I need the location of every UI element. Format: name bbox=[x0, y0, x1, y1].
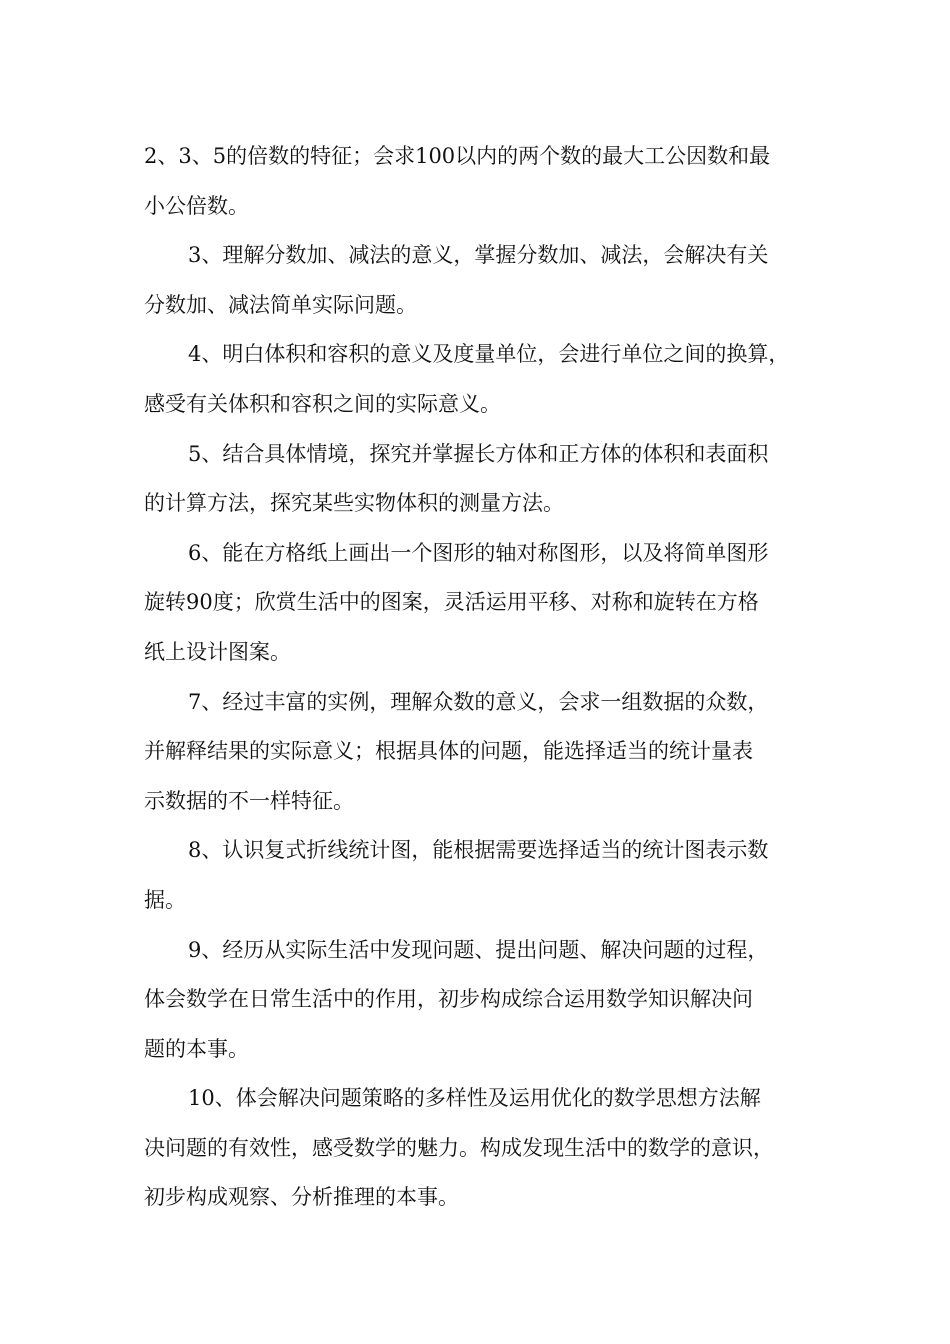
text-line: 10、体会解决问题策略的多样性及运用优化的数学思想方法解 bbox=[188, 1086, 761, 1111]
text-line: 据。 bbox=[144, 887, 186, 912]
text-line: 7、经过丰富的实例，理解众数的意义，会求一组数据的众数， bbox=[188, 689, 769, 714]
text-line: 分数加、减法简单实际问题。 bbox=[144, 292, 417, 317]
text-line: 3、理解分数加、减法的意义，掌握分数加、减法，会解决有关 bbox=[188, 243, 769, 268]
text-line: 8、认识复式折线统计图，能根据需要选择适当的统计图表示数 bbox=[188, 838, 769, 863]
text-line: 2、3、5的倍数的特征；会求100以内的两个数的最大工公因数和最 bbox=[144, 144, 771, 168]
text-line: 体会数学在日常生活中的作用，初步构成综合运用数学知识解决问 bbox=[144, 987, 753, 1012]
text-line: 决问题的有效性，感受数学的魅力。构成发现生活中的数学的意识， bbox=[144, 1135, 774, 1160]
text-line: 初步构成观察、分析推理的本事。 bbox=[144, 1185, 459, 1210]
text-line: 旋转90度；欣赏生活中的图案，灵活运用平移、对称和旋转在方格 bbox=[144, 590, 759, 615]
text-line: 题的本事。 bbox=[144, 1036, 249, 1061]
body-text bbox=[144, 132, 814, 1223]
text-line: 6、能在方格纸上画出一个图形的轴对称图形，以及将简单图形 bbox=[188, 540, 769, 565]
text-line: 的计算方法，探究某些实物体积的测量方法。 bbox=[144, 491, 564, 516]
text-line: 感受有关体积和容积之间的实际意义。 bbox=[144, 391, 501, 416]
text-line: 9、经历从实际生活中发现问题、提出问题、解决问题的过程， bbox=[188, 937, 769, 962]
text-line: 5、结合具体情境，探究并掌握长方体和正方体的体积和表面积 bbox=[188, 441, 769, 466]
text-line: 示数据的不一样特征。 bbox=[144, 788, 354, 813]
text-line: 纸上设计图案。 bbox=[144, 639, 291, 664]
text-line: 4、明白体积和容积的意义及度量单位，会进行单位之间的换算， bbox=[188, 342, 790, 367]
text-line: 小公倍数。 bbox=[144, 193, 249, 218]
text-line: 并解释结果的实际意义；根据具体的问题，能选择适当的统计量表 bbox=[144, 739, 753, 764]
